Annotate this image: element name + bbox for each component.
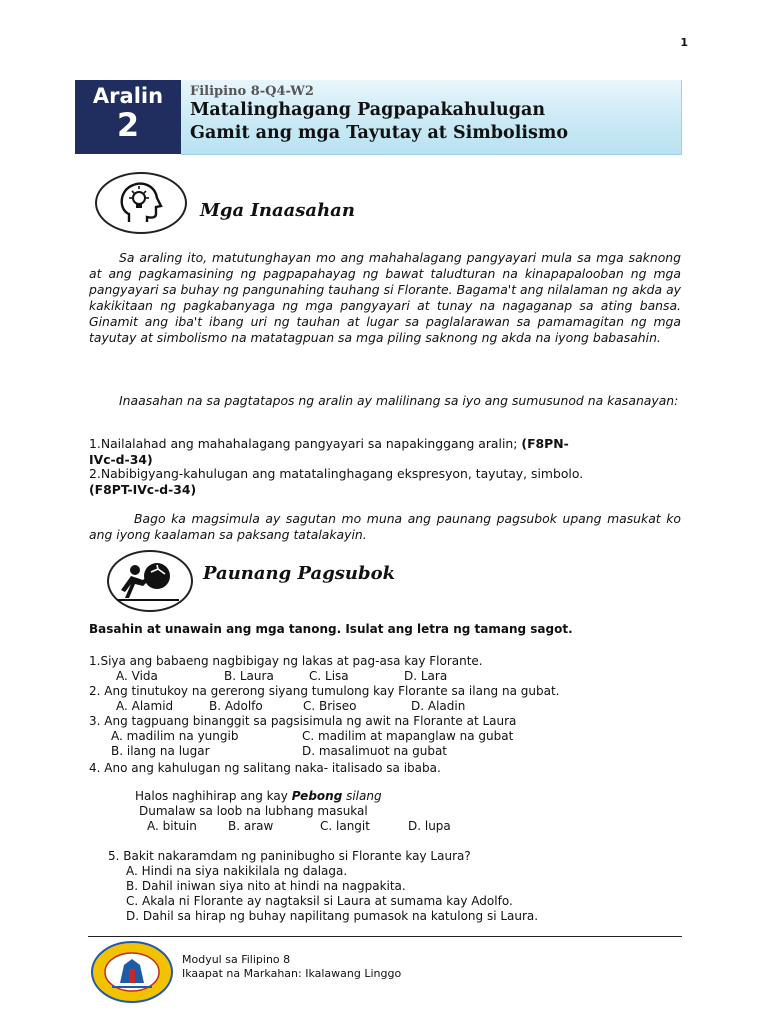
q2-choice-a: A. Alamid	[116, 699, 174, 713]
lesson-title	[190, 99, 670, 145]
q3-choice-c: C. madilim at mapanglaw na gubat	[302, 729, 514, 743]
q4-choice-d: D. lupa	[408, 819, 451, 833]
q3-choice-a: A. madilim na yungib	[111, 729, 239, 743]
head-lightbulb-icon	[95, 172, 187, 234]
question-5: 5. Bakit nakaramdam ng paninibugho si Florante kay Laura?	[108, 849, 471, 863]
q5-choice-b: B. Dahil iniwan siya nito at hindi na nagpakita.	[126, 879, 406, 893]
q5-choice-c: C. Akala ni Florante ay nagtaksil si Laura at sumama kay Adolfo.	[126, 894, 513, 908]
q4-verse-part-b: silang	[342, 789, 382, 803]
lesson-badge	[75, 80, 181, 154]
objective-1-text: 1.Nailalahad ang mahahalagang pangyayari sa napakinggang aralin;	[89, 436, 518, 451]
lesson-title-line1: Matalinghagang Pagpapakahulugan	[190, 100, 546, 120]
q4-verse-part-a: Halos naghihirap ang kay	[135, 789, 292, 803]
footer-line1: Modyul sa Filipino 8	[182, 953, 291, 966]
q3-choice-d: D. masalimuot na gubat	[302, 744, 448, 758]
q4-choice-a: A. bituin	[147, 819, 197, 833]
intro-paragraph: Sa araling ito, matutunghayan mo ang mahahalagang pangyayari mula sa mga saknong at ang pagkamasining ng pagpapahayag ng bawat taludturan na kinapapalooban ng mga pangyayari sa buhay ng pangunahing tauhang si Florante. Bagama't ang nilalaman ng akda ay kakikitaan ng pagkabanyaga ng mga pangyayari at tunay na nagaganap sa ating bansa. Ginamit ang iba't ibang uri ng tauhan at lugar sa paglalarawan sa pamamagitan ng mga tayutay at simbolismo na matatagpuan sa mga piling saknong ng akda na iyong babasahin.	[89, 250, 681, 345]
q4-choice-b: B. araw	[228, 819, 274, 833]
page-number: 1	[680, 36, 688, 49]
person-pushing-boulder-icon	[107, 550, 193, 612]
section-title-paunang-pagsubok: Paunang Pagsubok	[203, 563, 396, 584]
objectives-intro: Inaasahan na sa pagtatapos ng aralin ay malilinang sa iyo ang sumusunod na kasanayan:	[119, 393, 679, 408]
q5-choice-a: A. Hindi na siya nakikilala ng dalaga.	[126, 864, 348, 878]
lesson-badge-number: 2	[116, 106, 140, 144]
test-instruction: Basahin at unawain ang mga tanong. Isulat ang letra ng tamang sagot.	[89, 622, 573, 636]
objective-2	[89, 466, 683, 498]
q4-verse-italic-word: Pebong	[291, 789, 343, 803]
question-1: 1.Siya ang babaeng nagbibigay ng lakas at pag-asa kay Florante.	[89, 654, 483, 668]
q4-verse-line1	[135, 789, 382, 804]
q2-choice-b: B. Adolfo	[209, 699, 263, 713]
objective-2-code: (F8PT-IVc-d-34)	[89, 482, 197, 497]
footer-divider	[88, 936, 682, 937]
q2-choice-d: D. Aladin	[411, 699, 466, 713]
question-4: 4. Ano ang kahulugan ng salitang naka- italisado sa ibaba.	[89, 761, 441, 775]
q3-choice-b: B. ilang na lugar	[111, 744, 210, 758]
division-seal-logo	[90, 941, 174, 1003]
objective-2-text: 2.Nabibigyang-kahulugan ang matatalinghagang ekspresyon, tayutay, simbolo.	[89, 466, 584, 481]
q1-choice-b: B. Laura	[224, 669, 274, 683]
footer-line2: Ikaapat na Markahan: Ikalawang Linggo	[182, 967, 402, 980]
q1-choice-c: C. Lisa	[309, 669, 349, 683]
q4-verse-line2: Dumalaw sa loob na lubhang masukal	[139, 804, 368, 818]
closing-paragraph: Bago ka magsimula ay sagutan mo muna ang paunang pagsubok upang masukat ko ang iyong kaalaman sa paksang tatalakayin.	[89, 511, 681, 542]
q4-choice-c: C. langit	[320, 819, 370, 833]
q5-choice-d: D. Dahil sa hirap ng buhay napilitang pumasok na katulong si Laura.	[126, 909, 539, 923]
q1-choice-a: A. Vida	[116, 669, 158, 683]
objective-1	[89, 436, 683, 468]
q2-choice-c: C. Briseo	[303, 699, 357, 713]
question-3: 3. Ang tagpuang binanggit sa pagsisimula ng awit na Florante at Laura	[89, 714, 517, 728]
section-title-inaasahan: Mga Inaasahan	[200, 200, 355, 221]
lesson-code: Filipino 8-Q4-W2	[190, 84, 314, 99]
lesson-badge-word: Aralin	[92, 84, 164, 108]
question-2: 2. Ang tinutukoy na gererong siyang tumulong kay Florante sa ilang na gubat.	[89, 684, 560, 698]
lesson-title-line2: Gamit ang mga Tayutay at Simbolismo	[190, 123, 569, 143]
objective-1-code-a: (F8PN-	[521, 436, 569, 451]
objective-1-code-b: IVc-d-34)	[89, 452, 153, 467]
q1-choice-d: D. Lara	[404, 669, 448, 683]
